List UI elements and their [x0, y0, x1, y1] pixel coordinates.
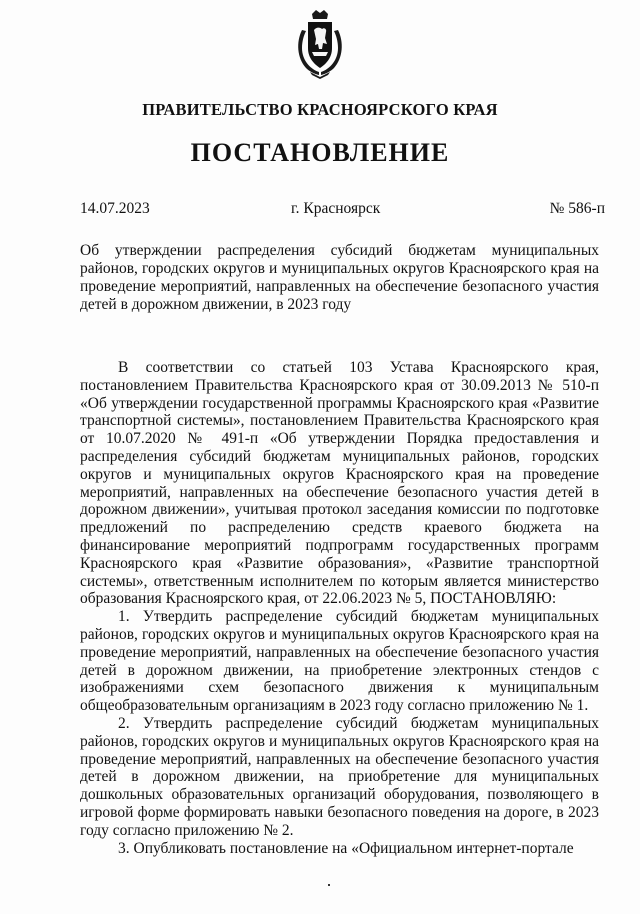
clause-3-paragraph: 3. Опубликовать постановление на «Официальном интернет-портале [118, 839, 574, 857]
document-city: г. Красноярск [291, 200, 381, 217]
scan-speck [328, 884, 330, 886]
document-date: 14.07.2023 [80, 200, 150, 217]
coat-of-arms-icon [292, 8, 348, 80]
document-type-title: ПОСТАНОВЛЕНИЕ [190, 138, 450, 167]
clause-2-paragraph: 2. Утвердить распределение субсидий бюджетам муниципальных районов, городских округов и муниципальных округов Красноярского края на проведение мероприятий, направленных на обеспечение безопасного участия детей в дорожном движении, на приобретение для муниципальных дошкольных образовательных организаций оборудования, позволяющего в игровой форме формировать навыки безопасного поведения на дороге, в 2023 году согласно приложению № 2. [80, 714, 599, 839]
clause-1-paragraph: 1. Утвердить распределение субсидий бюджетам муниципальных районов, городских округов и муниципальных округов Красноярского края на проведение мероприятий, направленных на обеспечение безопасного участия детей в дорожном движении, на приобретение электронных стендов с изображениями схем безопасного движения к муниципальным общеобразовательным организациям в 2023 году согласно приложению № 1. [80, 608, 599, 715]
document-body [80, 359, 599, 857]
document-subject: Об утверждении распределения субсидий бюджетам муниципальных районов, городских округов и муниципальных округов Красноярского края на проведение мероприятий, направленных на обеспечение безопасного участия детей в дорожном движении, в 2023 году [80, 242, 599, 313]
organization-title: ПРАВИТЕЛЬСТВО КРАСНОЯРСКОГО КРАЯ [142, 100, 498, 119]
document-number: № 586-п [549, 200, 605, 217]
preamble-paragraph: В соответствии со статьей 103 Устава Красноярского края, постановлением Правительства Красноярского края от 30.09.2013 № 510-п «Об утверждении государственной программы Красноярского края «Развитие транспортной системы», постановлением Правительства Красноярского края от 10.07.2020 № 491-п «Об утверждении Порядка предоставления и распределения субсидий бюджетам муниципальных районов, городских округов и муниципальных округов Красноярского края на проведение мероприятий, направленных на обеспечение безопасного участия детей в дорожном движении», учитывая протокол заседания комиссии по подготовке предложений по распределению средств краевого бюджета на финансирование мероприятий подпрограмм государственных программ Красноярского края «Развитие образования», «Развитие транспортной системы», ответственным исполнителем по которым является министерство образования Красноярского края, от 22.06.2023 № 5, ПОСТАНОВЛЯЮ: [80, 359, 599, 608]
